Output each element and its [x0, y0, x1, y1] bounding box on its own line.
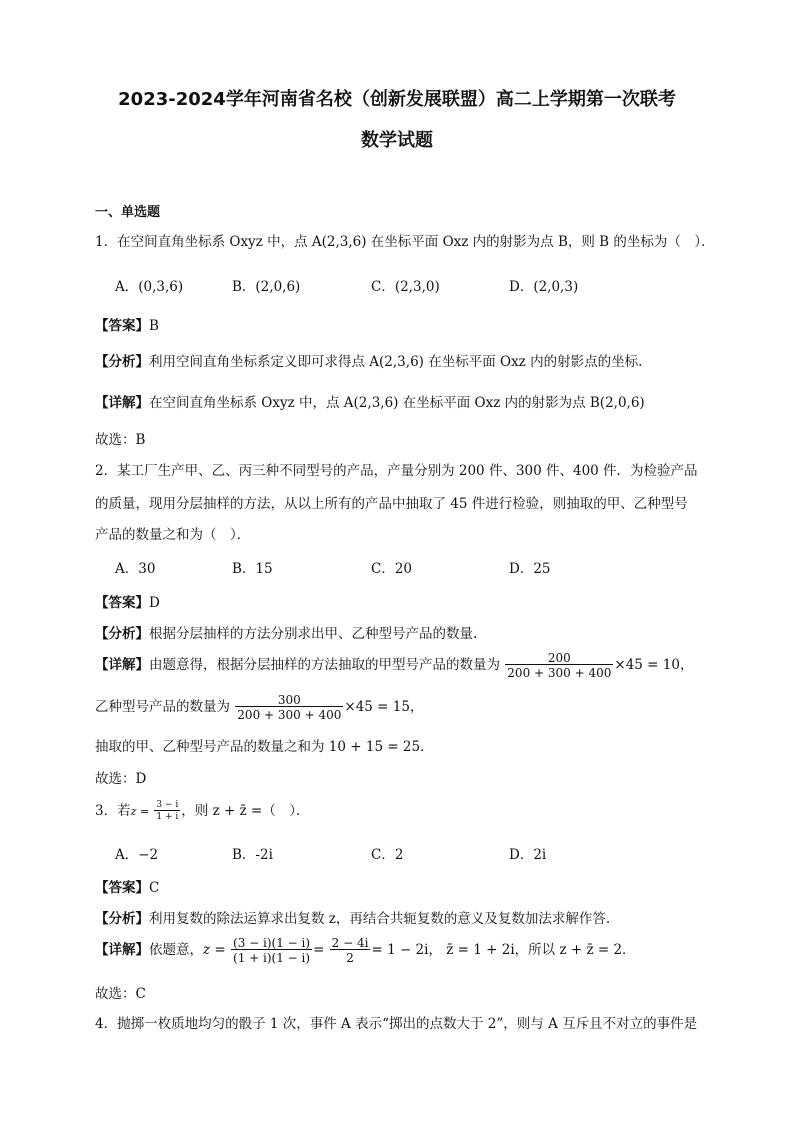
q2-stem-line-3: 产品的数量之和为（ ）． [95, 527, 251, 543]
q2-option-c: C．20 [371, 561, 413, 577]
fraction-z [154, 801, 180, 822]
detail-text: = 1 − 2i， z̄ = 1 + 2i，所以 z + z̄ = 2． [371, 942, 636, 958]
q3-option-c: C．2 [371, 847, 404, 863]
detail-text: 在空间直角坐标系 Oxyz 中，点 A(2,3,6) 在坐标平面 Oxz 内的射影为点 B(2,0,6) [149, 395, 645, 411]
answer-tag: 【答案】 [95, 595, 149, 611]
answer-value: B [149, 318, 159, 334]
q3-detail [95, 937, 636, 964]
q3-answer [95, 882, 159, 896]
q2-answer [95, 597, 160, 611]
fraction-denominator: 200 + 300 + 400 [507, 666, 612, 680]
section-heading: 一、单选题 [95, 205, 161, 220]
q4-stem: 4．抛掷一枚质地均匀的骰子 1 次，事件 A 表示“掷出的点数大于 2”，则与 A 互斥且不对立的事件是 [95, 1016, 698, 1032]
answer-tag: 【答案】 [95, 880, 149, 896]
fraction-denominator: 2 [330, 949, 371, 964]
q2-option-b: B．15 [232, 561, 273, 577]
q3-analysis [95, 913, 610, 927]
q1-answer [95, 320, 159, 334]
equals-sign: = [313, 942, 325, 958]
detail-text: 由题意得，根据分层抽样的方法抽取的甲型号产品的数量为 [149, 657, 500, 673]
analysis-tag: 【分析】 [95, 354, 149, 370]
q1-option-d: D．(2,0,3) [509, 279, 579, 295]
q3-choose: 故选：C [95, 986, 146, 1002]
fraction-numerator: (3 − i)(1 − i) [233, 936, 311, 950]
fraction-jia [505, 652, 613, 679]
fraction-denominator: 200 + 300 + 400 [237, 708, 342, 722]
q2-detail-line-2 [95, 694, 423, 721]
analysis-tag: 【分析】 [95, 911, 149, 927]
q2-choose: 故选：D [95, 771, 147, 787]
title-line-1: 2023-2024学年河南省名校（创新发展联盟）高二上学期第一次联考 [118, 89, 676, 110]
q1-detail [95, 397, 645, 411]
fraction-numerator: 3 − i [156, 800, 179, 810]
fraction-simplified [330, 937, 371, 964]
q1-option-a: A．(0,3,6) [115, 279, 184, 295]
q2-detail-line-3: 抽取的甲、乙种型号产品的数量之和为 10 + 15 = 25． [95, 739, 434, 755]
q2-option-d: D．25 [509, 561, 551, 577]
q1-choose: 故选：B [95, 432, 146, 448]
analysis-text: 根据分层抽样的方法分别求出甲、乙种型号产品的数量. [149, 626, 478, 642]
fraction-denominator: (1 + i)(1 − i) [233, 951, 311, 965]
fraction-numerator: 200 [547, 651, 571, 665]
fraction-yi [235, 694, 343, 721]
detail-tag: 【详解】 [95, 395, 149, 411]
fraction-numerator: 2 − 4i [331, 936, 369, 950]
fraction-denominator: 1 + i [156, 812, 179, 822]
q2-option-a: A．30 [115, 561, 156, 577]
q1-stem: 1．在空间直角坐标系 Oxyz 中，点 A(2,3,6) 在坐标平面 Oxz 内的射影为点 B，则 B 的坐标为（ ）． [95, 234, 715, 250]
analysis-tag: 【分析】 [95, 626, 149, 642]
q1-analysis [95, 356, 642, 370]
title-line-2: 数学试题 [361, 130, 433, 151]
q3-option-d: D．2i [509, 847, 547, 863]
detail-text: 乙种型号产品的数量为 [95, 699, 230, 715]
q3-option-a: A．−2 [115, 847, 159, 863]
q3-option-b: B．-2i [232, 847, 273, 863]
stem-text: 3．若 [95, 803, 131, 819]
z-equals: z = [130, 805, 150, 818]
q2-stem-line-1: 2．某工厂生产甲、乙、丙三种不同型号的产品，产量分别为 200 件、300 件、400 件．为检验产品 [95, 463, 698, 479]
fraction-product [231, 937, 312, 964]
detail-tag: 【详解】 [95, 657, 149, 673]
z-equals: z = [203, 942, 226, 958]
q2-stem-line-2: 的质量，现用分层抽样的方法，从以上所有的产品中抽取了 45 件进行检验，则抽取的甲、乙种型号 [95, 496, 688, 512]
answer-tag: 【答案】 [95, 318, 149, 334]
q2-analysis [95, 628, 477, 642]
fraction-result: ×45 = 15， [344, 699, 424, 715]
stem-text: ，则 z + z̄ =（ ）． [181, 803, 310, 819]
fraction-result: ×45 = 10， [614, 657, 694, 673]
q2-detail-line-1 [95, 652, 693, 679]
q1-option-b: B．(2,0,6) [232, 279, 301, 295]
detail-tag: 【详解】 [95, 942, 149, 958]
analysis-text: 利用空间直角坐标系定义即可求得点 A(2,3,6) 在坐标平面 Oxz 内的射影点的坐标. [149, 354, 643, 370]
analysis-text: 利用复数的除法运算求出复数 z，再结合共轭复数的意义及复数加法求解作答. [149, 911, 611, 927]
q1-option-c: C．(2,3,0) [371, 279, 440, 295]
answer-value: C [149, 880, 160, 896]
answer-value: D [149, 595, 160, 611]
fraction-numerator: 300 [277, 693, 301, 707]
detail-text: 依题意， [149, 942, 203, 958]
q3-stem [95, 801, 310, 822]
